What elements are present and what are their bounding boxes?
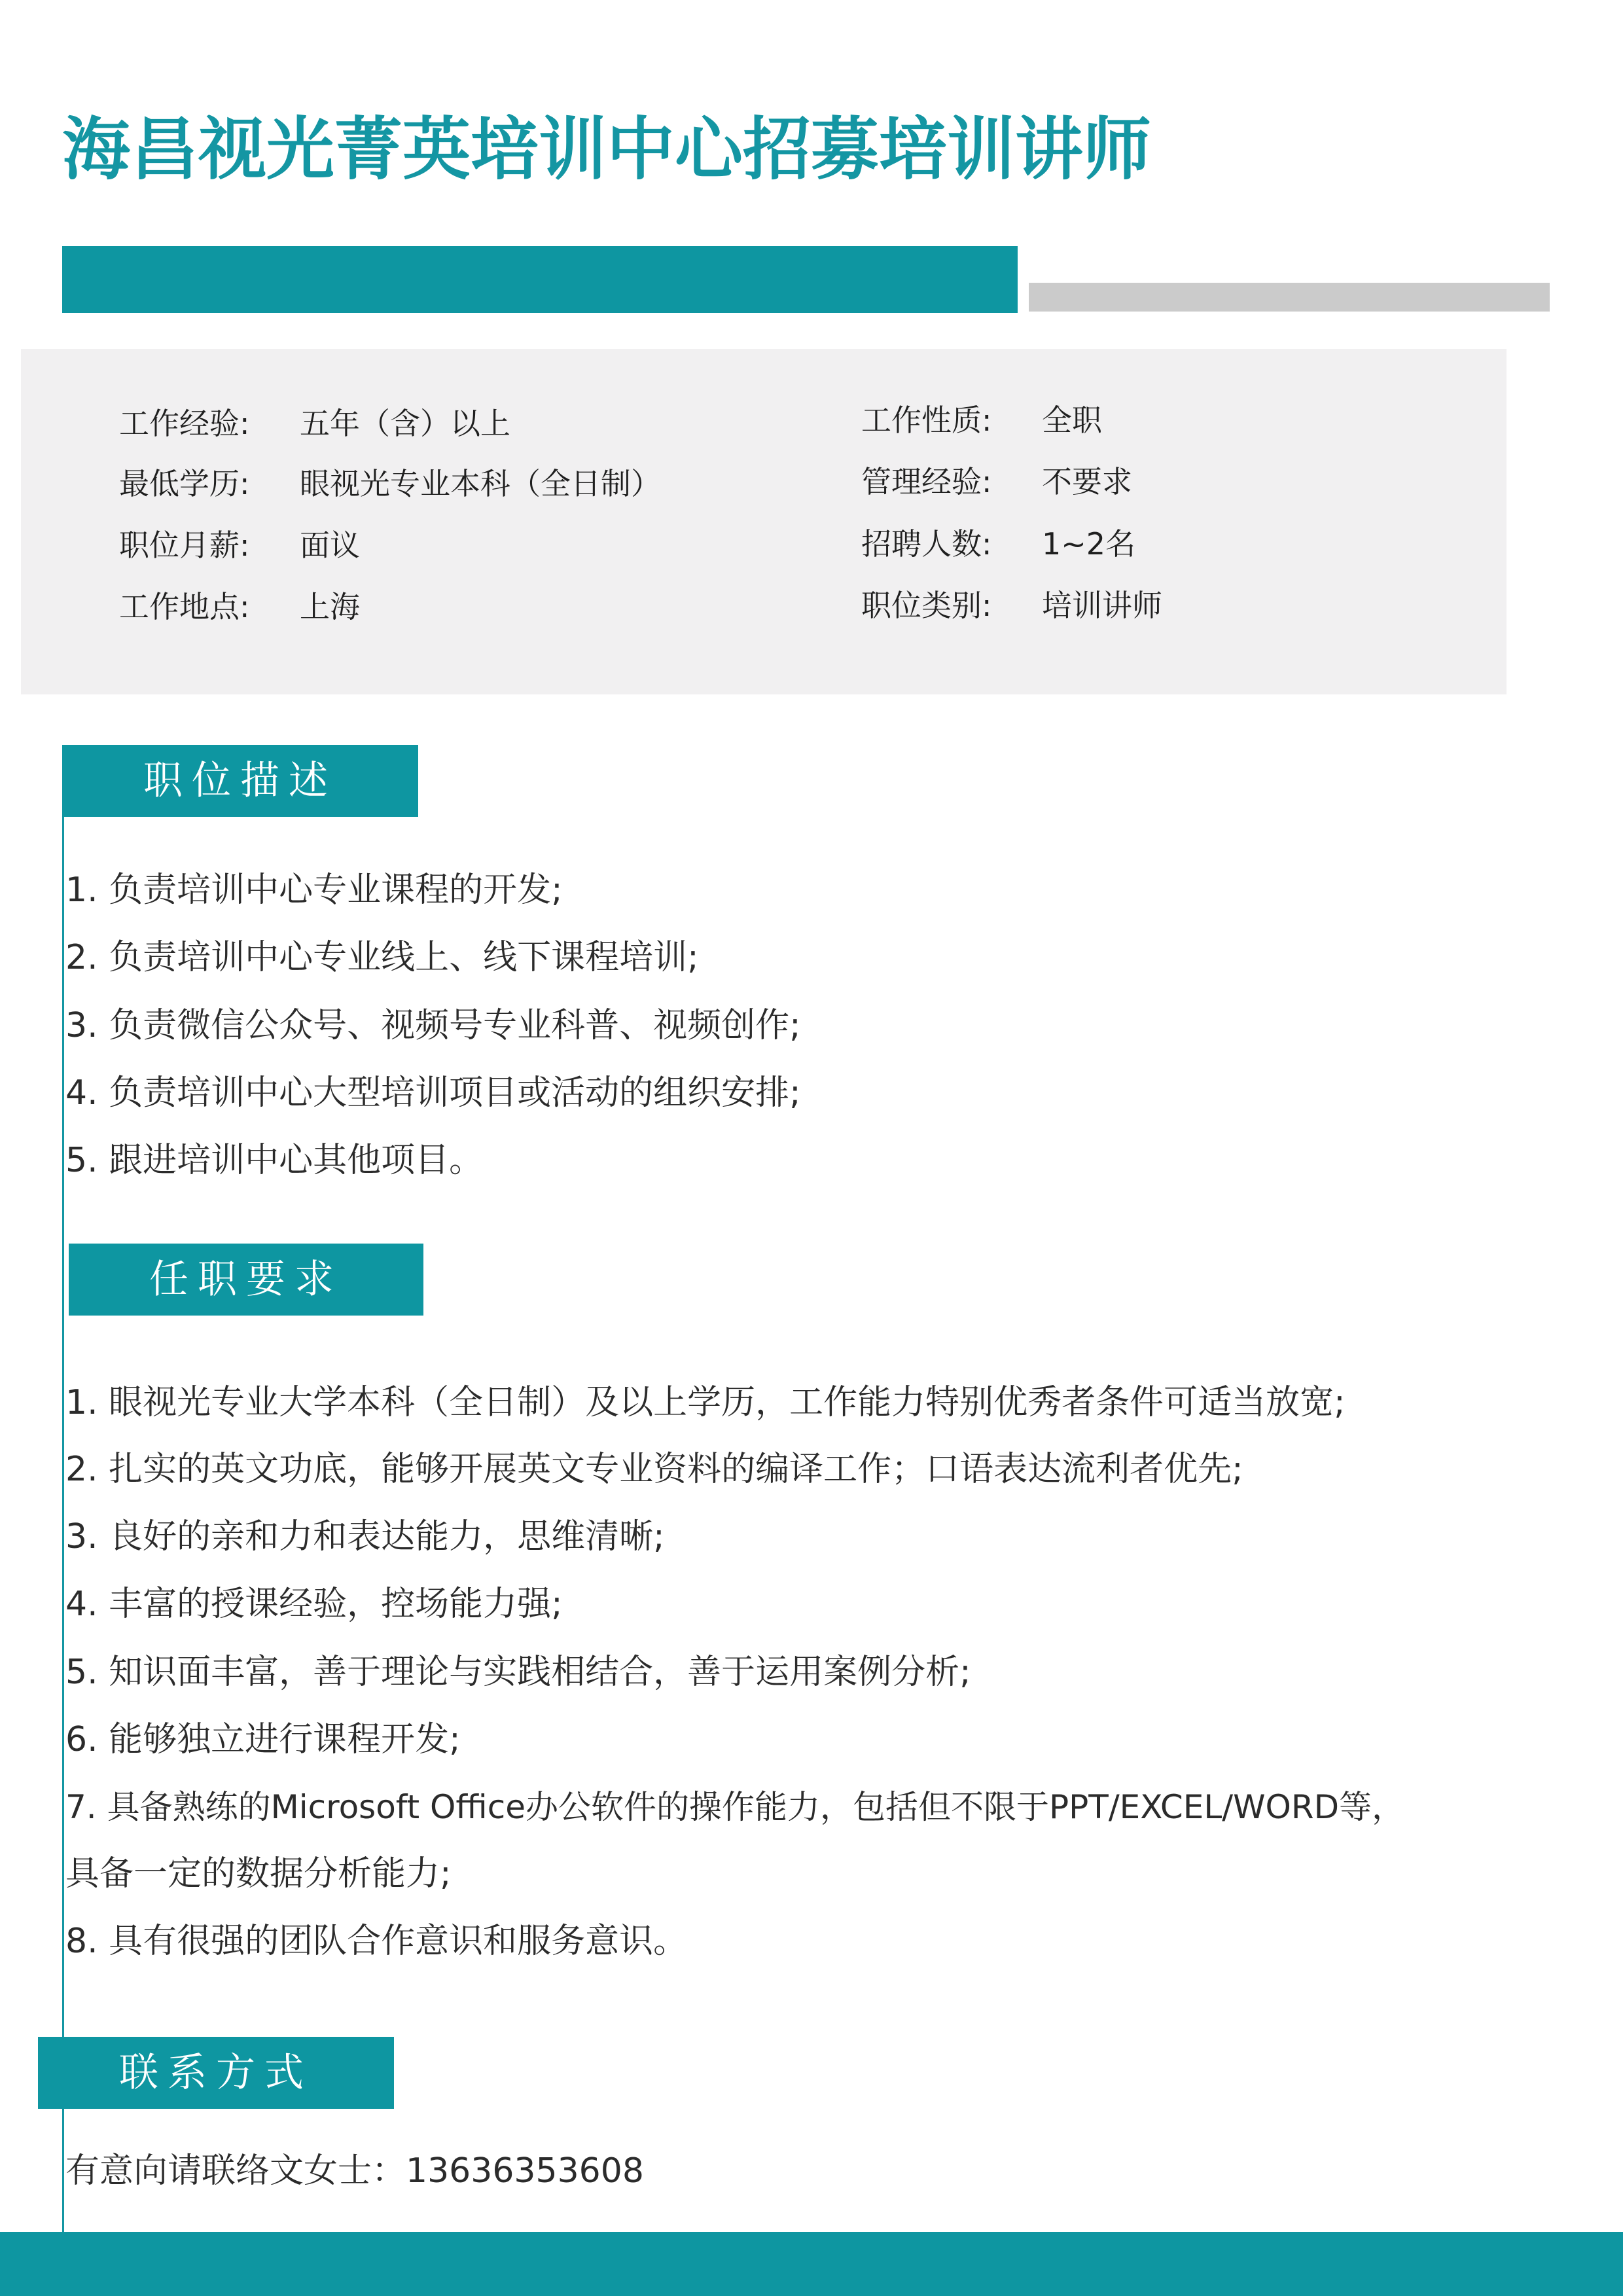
info-management-experience [861, 462, 1132, 501]
list-item: 2. 负责培训中心专业线上、线下课程培训; [65, 938, 699, 977]
list-item: 具备一定的数据分析能力; [65, 1854, 452, 1893]
info-value: 不要求 [1042, 464, 1132, 499]
info-label: 工作经验: [119, 406, 250, 441]
list-item: 4. 负责培训中心大型培训项目或活动的组织安排; [65, 1073, 801, 1113]
info-value: 1~2名 [1042, 526, 1136, 562]
info-label: 最低学历: [119, 466, 250, 501]
secondary-bar [1029, 283, 1550, 312]
list-item: 8. 具有很强的团队合作意识和服务意识。 [65, 1922, 688, 1961]
list-item: 3. 良好的亲和力和表达能力，思维清晰; [65, 1517, 665, 1556]
list-item: 1. 眼视光专业大学本科（全日制）及以上学历，工作能力特别优秀者条件可适当放宽; [65, 1383, 1346, 1422]
section-heading-description: 职位描述 [62, 745, 418, 817]
section-heading-contact: 联系方式 [38, 2037, 394, 2109]
info-value: 五年（含）以上 [300, 406, 510, 441]
info-label: 职位月薪: [119, 528, 250, 563]
info-label: 管理经验: [861, 464, 992, 499]
info-value: 全职 [1042, 403, 1102, 438]
info-value: 上海 [300, 589, 360, 624]
list-item: 5. 跟进培训中心其他项目。 [65, 1141, 484, 1180]
list-item: 1. 负责培训中心专业课程的开发; [65, 870, 563, 910]
list-item: 6. 能够独立进行课程开发; [65, 1720, 461, 1759]
page-title: 海昌视光菁英培训中心招募培训讲师 [62, 109, 1152, 189]
section-heading-requirements: 任职要求 [69, 1244, 423, 1316]
info-label: 职位类别: [861, 588, 992, 623]
info-headcount [861, 524, 1135, 564]
info-min-education [119, 464, 661, 503]
accent-bar [62, 246, 1018, 313]
info-label: 招聘人数: [861, 526, 992, 562]
info-value: 培训讲师 [1042, 588, 1162, 623]
info-location [119, 587, 360, 626]
info-job-type [861, 401, 1102, 440]
info-value: 眼视光专业本科（全日制） [300, 466, 661, 501]
list-item: 7. 具备熟练的Microsoft Office办公软件的操作能力，包括但不限于PPT/EXCEL/WORD等， [65, 1788, 1405, 1826]
contact-text: 有意向请联络文女士：13636353608 [65, 2151, 644, 2191]
list-item: 2. 扎实的英文功底，能够开展英文专业资料的编译工作；口语表达流利者优先; [65, 1450, 1243, 1489]
left-guide-line [62, 772, 64, 2232]
info-value: 面议 [300, 528, 360, 563]
info-salary [119, 526, 360, 565]
info-label: 工作地点: [119, 589, 250, 624]
list-item: 4. 丰富的授课经验，控场能力强; [65, 1585, 563, 1624]
info-category [861, 586, 1162, 625]
footer-bar [0, 2232, 1623, 2296]
job-info-panel [21, 349, 1507, 694]
info-work-experience [119, 404, 510, 443]
info-label: 工作性质: [861, 403, 992, 438]
list-item: 3. 负责微信公众号、视频号专业科普、视频创作; [65, 1006, 801, 1045]
list-item: 5. 知识面丰富，善于理论与实践相结合，善于运用案例分析; [65, 1653, 971, 1692]
